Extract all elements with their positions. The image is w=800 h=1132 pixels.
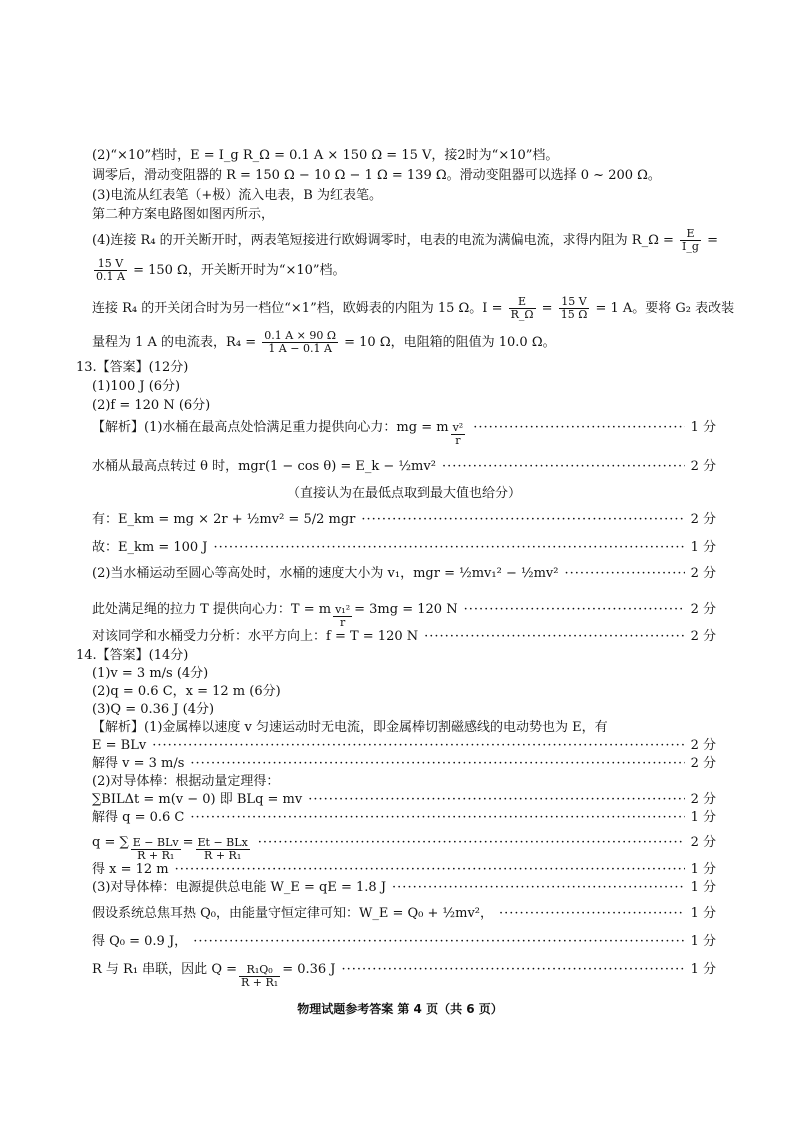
equals-sign: = [182,835,194,850]
fraction-emf-term [131,837,181,862]
fraction-heat-share [239,964,280,989]
score-label: 1 分 [690,880,716,895]
fraction-denominator: R + R₁ [204,849,242,862]
dot-leader [464,602,685,618]
score-label: 1 分 [690,962,716,977]
score-label: 1 分 [690,540,716,555]
fraction-denominator: 0.1 A [96,270,125,283]
q12-line-3: (3)电流从红表笔（+极）流入电表，B 为红表笔。 [92,188,382,203]
q14-step-7 [92,862,716,878]
q14-step-4 [92,792,716,808]
dot-leader [564,566,684,582]
fraction-numerator: Et − BLx [197,836,248,849]
fraction-numerator: v₁² [335,603,351,616]
fraction-e-over-romega [509,296,536,321]
dot-leader [499,906,685,922]
q12-line-2: 调零后，滑动变阻器的 R = 150 Ω − 10 Ω − 1 Ω = 139 Ω。滑动变阻器可以选择 0 ~ 200 Ω。 [92,168,661,183]
q14-step-8-text: (3)对导体棒：电源提供总电能 W_E = qE = 1.8 J [92,880,387,895]
score-label: 2 分 [690,512,716,527]
score-label: 2 分 [690,792,716,807]
q14-step-10-text: 得 Q₀ = 0.9 J， [92,934,188,949]
q12-line-8-text: 量程为 1 A 的电流表，R₄ = [92,335,257,350]
q12-line-7-tail: = 1 A。要将 G₂ 表改装 [595,301,735,316]
fraction-15v-over-15ohm [559,296,590,321]
q14-analysis-intro: 【解析】(1)金属棒以速度 v 匀速运动时无电流，即金属棒切割磁感线的电动势也为 E，有 [92,720,608,735]
dot-leader [361,512,684,528]
q14-step-5 [92,810,716,826]
q14-step-2 [92,756,716,772]
dot-leader [392,880,685,896]
fraction-v1sq-over-r [333,604,352,629]
q13-heading: 13.【答案】(12分) [76,360,189,375]
q12-line-7 [92,296,734,321]
q14-step-6 [92,835,716,862]
equals-sign: = [707,233,718,248]
equals-sign: = [541,301,553,316]
q14-step-11-text: R 与 R₁ 串联，因此 Q = [92,962,237,977]
fraction-denominator: r [339,616,346,629]
q12-line-8-tail: = 10 Ω，电阻箱的阻值为 10.0 Ω。 [344,335,556,350]
page-footer: 物理试题参考答案 第 4 页（共 6 页） [297,1002,503,1016]
q12-line-6 [92,258,346,283]
fraction-numerator: R₁Q₀ [239,964,280,977]
q13-step-5-text: (2)当水桶运动至圆心等高处时，水桶的速度大小为 v₁，mgr = ½mv₁² − ½mv² [92,566,559,581]
q14-step-11 [92,962,716,989]
q13-step-6-tail: = 3mg = 120 N [354,602,458,617]
q13-step-1 [92,420,716,447]
fraction-denominator: R + R₁ [137,849,175,862]
score-label: 2 分 [690,566,716,581]
q12-line-6-text: = 150 Ω，开关断开时为“×10”档。 [133,263,346,278]
q12-line-7-text: 连接 R₄ 的开关闭合时为另一档位“×1”档，欧姆表的内阻为 15 Ω。I = [92,301,503,316]
q13-step-1-text: 【解析】(1)水桶在最高点处恰满足重力提供向心力：mg = m [92,420,449,435]
q14-step-1-text: E = BLv [92,738,147,753]
q14-answer-3: (3)Q = 0.36 J (4分) [92,702,215,717]
q14-step-3: (2)对导体棒：根据动量定理得： [92,774,280,789]
score-label: 2 分 [690,756,716,771]
fraction-denominator: 15 Ω [560,308,588,321]
q14-answer-1: (1)v = 3 m/s (4分) [92,666,209,681]
score-label: 1 分 [690,420,716,435]
dot-leader [175,862,685,878]
q13-answer-2: (2)f = 120 N (6分) [92,398,211,413]
q14-step-9-text: 假设系统总焦耳热 Q₀，由能量守恒定律可知：W_E = Q₀ + ½mv²， [92,906,494,921]
dot-leader [258,835,685,851]
fraction-denominator: 1 A − 0.1 A [268,342,332,355]
q12-line-5 [92,228,718,253]
dot-leader [214,540,685,556]
q13-step-3-text: 有：E_km = mg × 2r + ½mv² = 5/2 mgr [92,512,356,527]
score-label: 2 分 [690,459,716,474]
q13-step-7-text: 对该同学和水桶受力分析：水平方向上：f = T = 120 N [92,629,419,644]
dot-leader [190,810,684,826]
dot-leader [342,962,685,978]
q14-step-2-text: 解得 v = 3 m/s [92,756,185,771]
fraction-v2-over-r [451,422,466,447]
q13-answer-1: (1)100 J (6分) [92,379,181,394]
q13-step-3 [92,512,716,528]
fraction-numerator: E [680,228,701,241]
q12-line-5-text: (4)连接 R₄ 的开关断开时，两表笔短接进行欧姆调零时，电表的电流为满偏电流，求得内阻为 R_Ω = [92,233,674,248]
score-label: 2 分 [690,835,716,850]
fraction-numerator: 15 V [94,258,127,271]
fraction-numerator: E [509,296,536,309]
score-label: 2 分 [690,738,716,753]
q14-step-1 [92,738,716,754]
q14-step-11-tail: = 0.36 J [282,962,336,977]
q14-heading: 14.【答案】(14分) [76,648,189,663]
fraction-15v-over-01a [94,258,127,283]
dot-leader [190,756,684,772]
q14-step-10 [92,934,716,950]
fraction-denominator: R + R₁ [241,976,279,989]
fraction-denominator: r [455,434,461,447]
q13-step-6-text: 此处满足绳的拉力 T 提供向心力：T = m [92,602,332,617]
dot-leader [152,738,684,754]
fraction-e-over-ig [680,228,701,253]
q13-step-5 [92,566,716,582]
q12-line-8 [92,330,556,355]
score-label: 1 分 [690,862,716,877]
fraction-denominator: R_Ω [510,308,534,321]
q13-step-4 [92,540,716,556]
score-label: 2 分 [690,629,716,644]
q13-note: （直接认为在最低点取到最大值也给分） [286,486,521,501]
score-label: 2 分 [690,602,716,617]
q12-line-4: 第二种方案电路图如图丙所示， [92,207,275,222]
dot-leader [424,629,684,645]
q13-step-2-text: 水桶从最高点转过 θ 时，mgr(1 − cos θ) = E_k − ½mv² [92,459,436,474]
q13-step-7 [92,629,716,645]
dot-leader [193,934,684,950]
dot-leader [308,792,684,808]
fraction-numerator: E − BLv [132,836,179,849]
dot-leader [473,420,684,436]
q14-step-5-text: 解得 q = 0.6 C [92,810,185,825]
q12-line-1: (2)“×10”档时，E = I_g R_Ω = 0.1 A × 150 Ω = 15 V，接2时为“×10”档。 [92,148,559,163]
score-label: 1 分 [690,810,716,825]
q13-step-4-text: 故：E_km = 100 J [92,540,208,555]
score-label: 1 分 [690,906,716,921]
q14-step-4-text: ∑BILΔt = m(v − 0) 即 BLq = mv [92,792,303,807]
q14-step-6-text: q = ∑ [92,835,129,850]
q14-step-8 [92,880,716,896]
q14-step-9 [92,906,716,922]
dot-leader [442,459,685,475]
fraction-r4 [262,330,338,355]
fraction-numerator: 15 V [559,296,590,309]
fraction-denominator: I_g [682,240,699,253]
q14-answer-2: (2)q = 0.6 C，x = 12 m (6分) [92,684,281,699]
fraction-displacement-term [196,837,250,862]
q14-step-7-text: 得 x = 12 m [92,862,169,877]
score-label: 1 分 [690,934,716,949]
q13-step-2 [92,459,716,475]
fraction-numerator: v² [452,421,464,434]
q13-step-6 [92,602,716,629]
fraction-numerator: 0.1 A × 90 Ω [264,329,336,342]
